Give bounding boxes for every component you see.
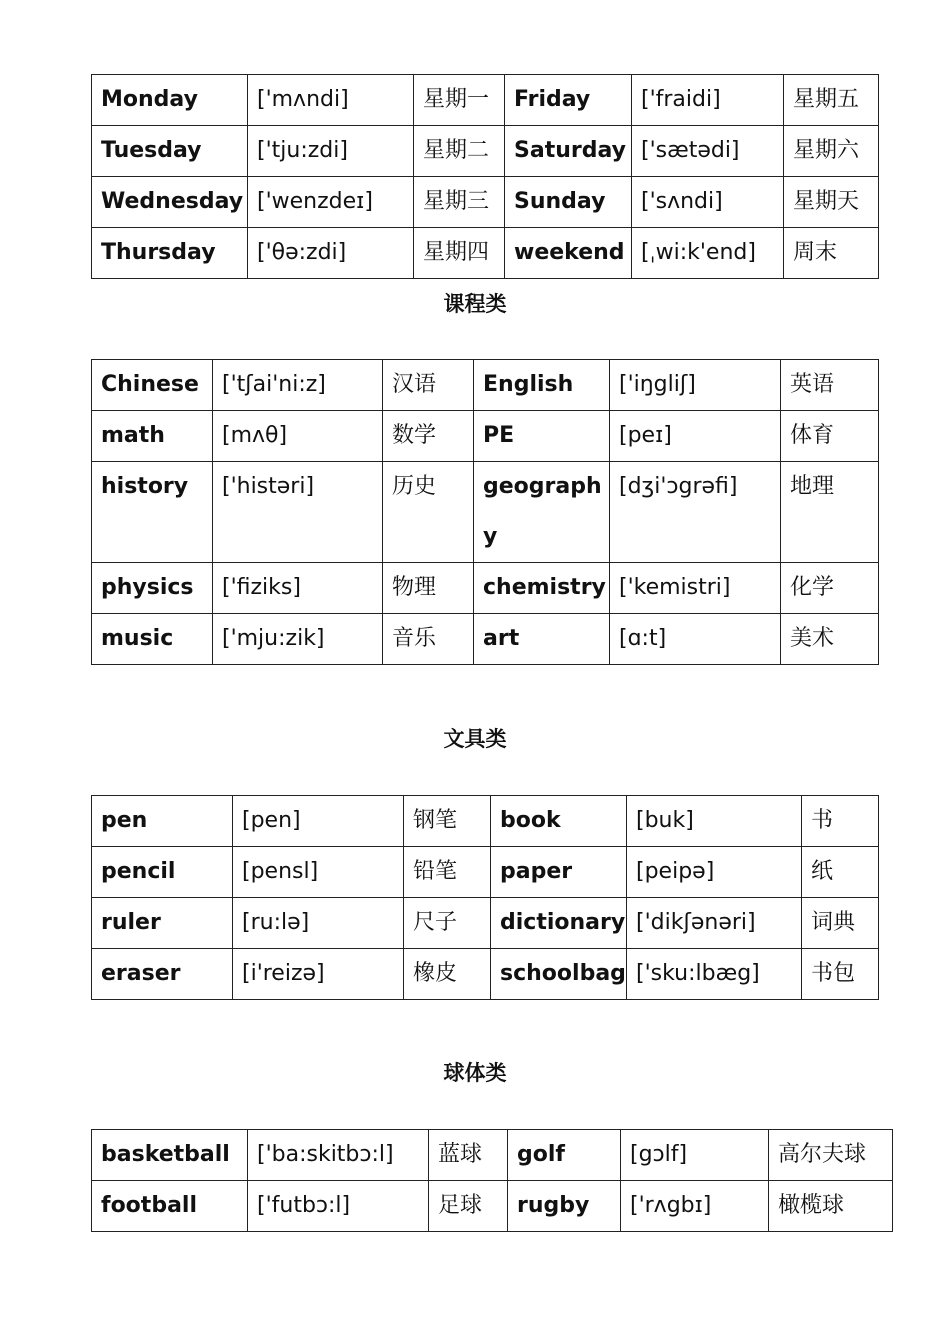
table-row	[92, 949, 879, 1000]
phonetic-cell: [i'reizə]	[233, 949, 404, 1000]
table-row	[92, 177, 879, 228]
word-cell: history	[92, 462, 213, 563]
phonetic-cell: ['mju:zik]	[213, 614, 383, 665]
word-cell: basketball	[92, 1130, 248, 1181]
word-cell: physics	[92, 563, 213, 614]
phonetic-cell: ['kemistri]	[610, 563, 781, 614]
word-cell: art	[474, 614, 610, 665]
meaning-cell: 高尔夫球	[769, 1130, 893, 1181]
stationery-table	[91, 795, 879, 1000]
phonetic-cell: ['sku:lbæg]	[627, 949, 802, 1000]
phonetic-cell: ['sætədi]	[632, 126, 784, 177]
word-cell: rugby	[508, 1181, 621, 1232]
meaning-cell: 词典	[802, 898, 879, 949]
phonetic-cell: [buk]	[627, 796, 802, 847]
word-cell: eraser	[92, 949, 233, 1000]
word-cell: paper	[491, 847, 627, 898]
phonetic-cell: ['θə:zdi]	[248, 228, 414, 279]
word-cell: golf	[508, 1130, 621, 1181]
meaning-cell: 汉语	[383, 360, 474, 411]
subjects-heading: 课程类	[443, 292, 507, 316]
word-cell: music	[92, 614, 213, 665]
word-cell: Thursday	[92, 228, 248, 279]
phonetic-cell: ['rʌgbɪ]	[621, 1181, 769, 1232]
phonetic-cell: [peɪ]	[610, 411, 781, 462]
meaning-cell: 星期六	[784, 126, 879, 177]
phonetic-cell: [gɔlf]	[621, 1130, 769, 1181]
word-cell: schoolbag	[491, 949, 627, 1000]
table-row	[92, 75, 879, 126]
phonetic-cell: [mʌθ]	[213, 411, 383, 462]
word-cell: Wednesday	[92, 177, 248, 228]
balls-heading: 球体类	[443, 1061, 507, 1085]
table-row	[92, 614, 879, 665]
meaning-cell: 蓝球	[429, 1130, 508, 1181]
word-cell: ruler	[92, 898, 233, 949]
meaning-cell: 美术	[781, 614, 879, 665]
meaning-cell: 钢笔	[404, 796, 491, 847]
days-table	[91, 74, 879, 279]
phonetic-cell: ['tʃai'ni:z]	[213, 360, 383, 411]
table-row	[92, 1181, 893, 1232]
meaning-cell: 周末	[784, 228, 879, 279]
table-row	[92, 228, 879, 279]
meaning-cell: 地理	[781, 462, 879, 563]
meaning-cell: 星期一	[414, 75, 505, 126]
table-row	[92, 360, 879, 411]
phonetic-cell: [peipə]	[627, 847, 802, 898]
phonetic-cell: ['fraidi]	[632, 75, 784, 126]
word-cell: pencil	[92, 847, 233, 898]
meaning-cell: 星期二	[414, 126, 505, 177]
meaning-cell: 书	[802, 796, 879, 847]
meaning-cell: 纸	[802, 847, 879, 898]
word-cell: pen	[92, 796, 233, 847]
word-cell: Sunday	[505, 177, 632, 228]
table-row	[92, 126, 879, 177]
table-row	[92, 462, 879, 563]
phonetic-cell: ['fiziks]	[213, 563, 383, 614]
meaning-cell: 橄榄球	[769, 1181, 893, 1232]
phonetic-cell: ['sʌndi]	[632, 177, 784, 228]
word-cell: geography	[474, 462, 610, 563]
meaning-cell: 数学	[383, 411, 474, 462]
phonetic-cell: [pensl]	[233, 847, 404, 898]
subjects-table	[91, 359, 879, 665]
stationery-heading: 文具类	[443, 727, 507, 751]
word-cell: Friday	[505, 75, 632, 126]
word-cell: Tuesday	[92, 126, 248, 177]
word-cell: Monday	[92, 75, 248, 126]
phonetic-cell: ['dikʃənəri]	[627, 898, 802, 949]
meaning-cell: 体育	[781, 411, 879, 462]
table-row	[92, 898, 879, 949]
phonetic-cell: [ˌwi:k'end]	[632, 228, 784, 279]
meaning-cell: 尺子	[404, 898, 491, 949]
meaning-cell: 星期五	[784, 75, 879, 126]
meaning-cell: 铅笔	[404, 847, 491, 898]
word-cell: English	[474, 360, 610, 411]
word-cell: Saturday	[505, 126, 632, 177]
table-row	[92, 847, 879, 898]
meaning-cell: 书包	[802, 949, 879, 1000]
meaning-cell: 星期天	[784, 177, 879, 228]
phonetic-cell: ['futbɔ:l]	[248, 1181, 429, 1232]
meaning-cell: 星期三	[414, 177, 505, 228]
word-cell: PE	[474, 411, 610, 462]
table-row	[92, 796, 879, 847]
phonetic-cell: ['tju:zdi]	[248, 126, 414, 177]
phonetic-cell: [ɑ:t]	[610, 614, 781, 665]
word-cell: math	[92, 411, 213, 462]
meaning-cell: 星期四	[414, 228, 505, 279]
meaning-cell: 橡皮	[404, 949, 491, 1000]
word-cell: weekend	[505, 228, 632, 279]
word-cell: Chinese	[92, 360, 213, 411]
phonetic-cell: [pen]	[233, 796, 404, 847]
phonetic-cell: [ru:lə]	[233, 898, 404, 949]
word-cell: book	[491, 796, 627, 847]
phonetic-cell: ['ba:skitbɔ:l]	[248, 1130, 429, 1181]
table-row	[92, 411, 879, 462]
word-cell: dictionary	[491, 898, 627, 949]
phonetic-cell: ['mʌndi]	[248, 75, 414, 126]
meaning-cell: 足球	[429, 1181, 508, 1232]
meaning-cell: 化学	[781, 563, 879, 614]
meaning-cell: 物理	[383, 563, 474, 614]
meaning-cell: 历史	[383, 462, 474, 563]
word-cell: football	[92, 1181, 248, 1232]
word-cell: chemistry	[474, 563, 610, 614]
table-row	[92, 563, 879, 614]
phonetic-cell: ['iŋgliʃ]	[610, 360, 781, 411]
meaning-cell: 英语	[781, 360, 879, 411]
phonetic-cell: ['histəri]	[213, 462, 383, 563]
phonetic-cell: ['wenzdeɪ]	[248, 177, 414, 228]
phonetic-cell: [dʒi'ɔgrəfi]	[610, 462, 781, 563]
table-row	[92, 1130, 893, 1181]
meaning-cell: 音乐	[383, 614, 474, 665]
balls-table	[91, 1129, 893, 1232]
